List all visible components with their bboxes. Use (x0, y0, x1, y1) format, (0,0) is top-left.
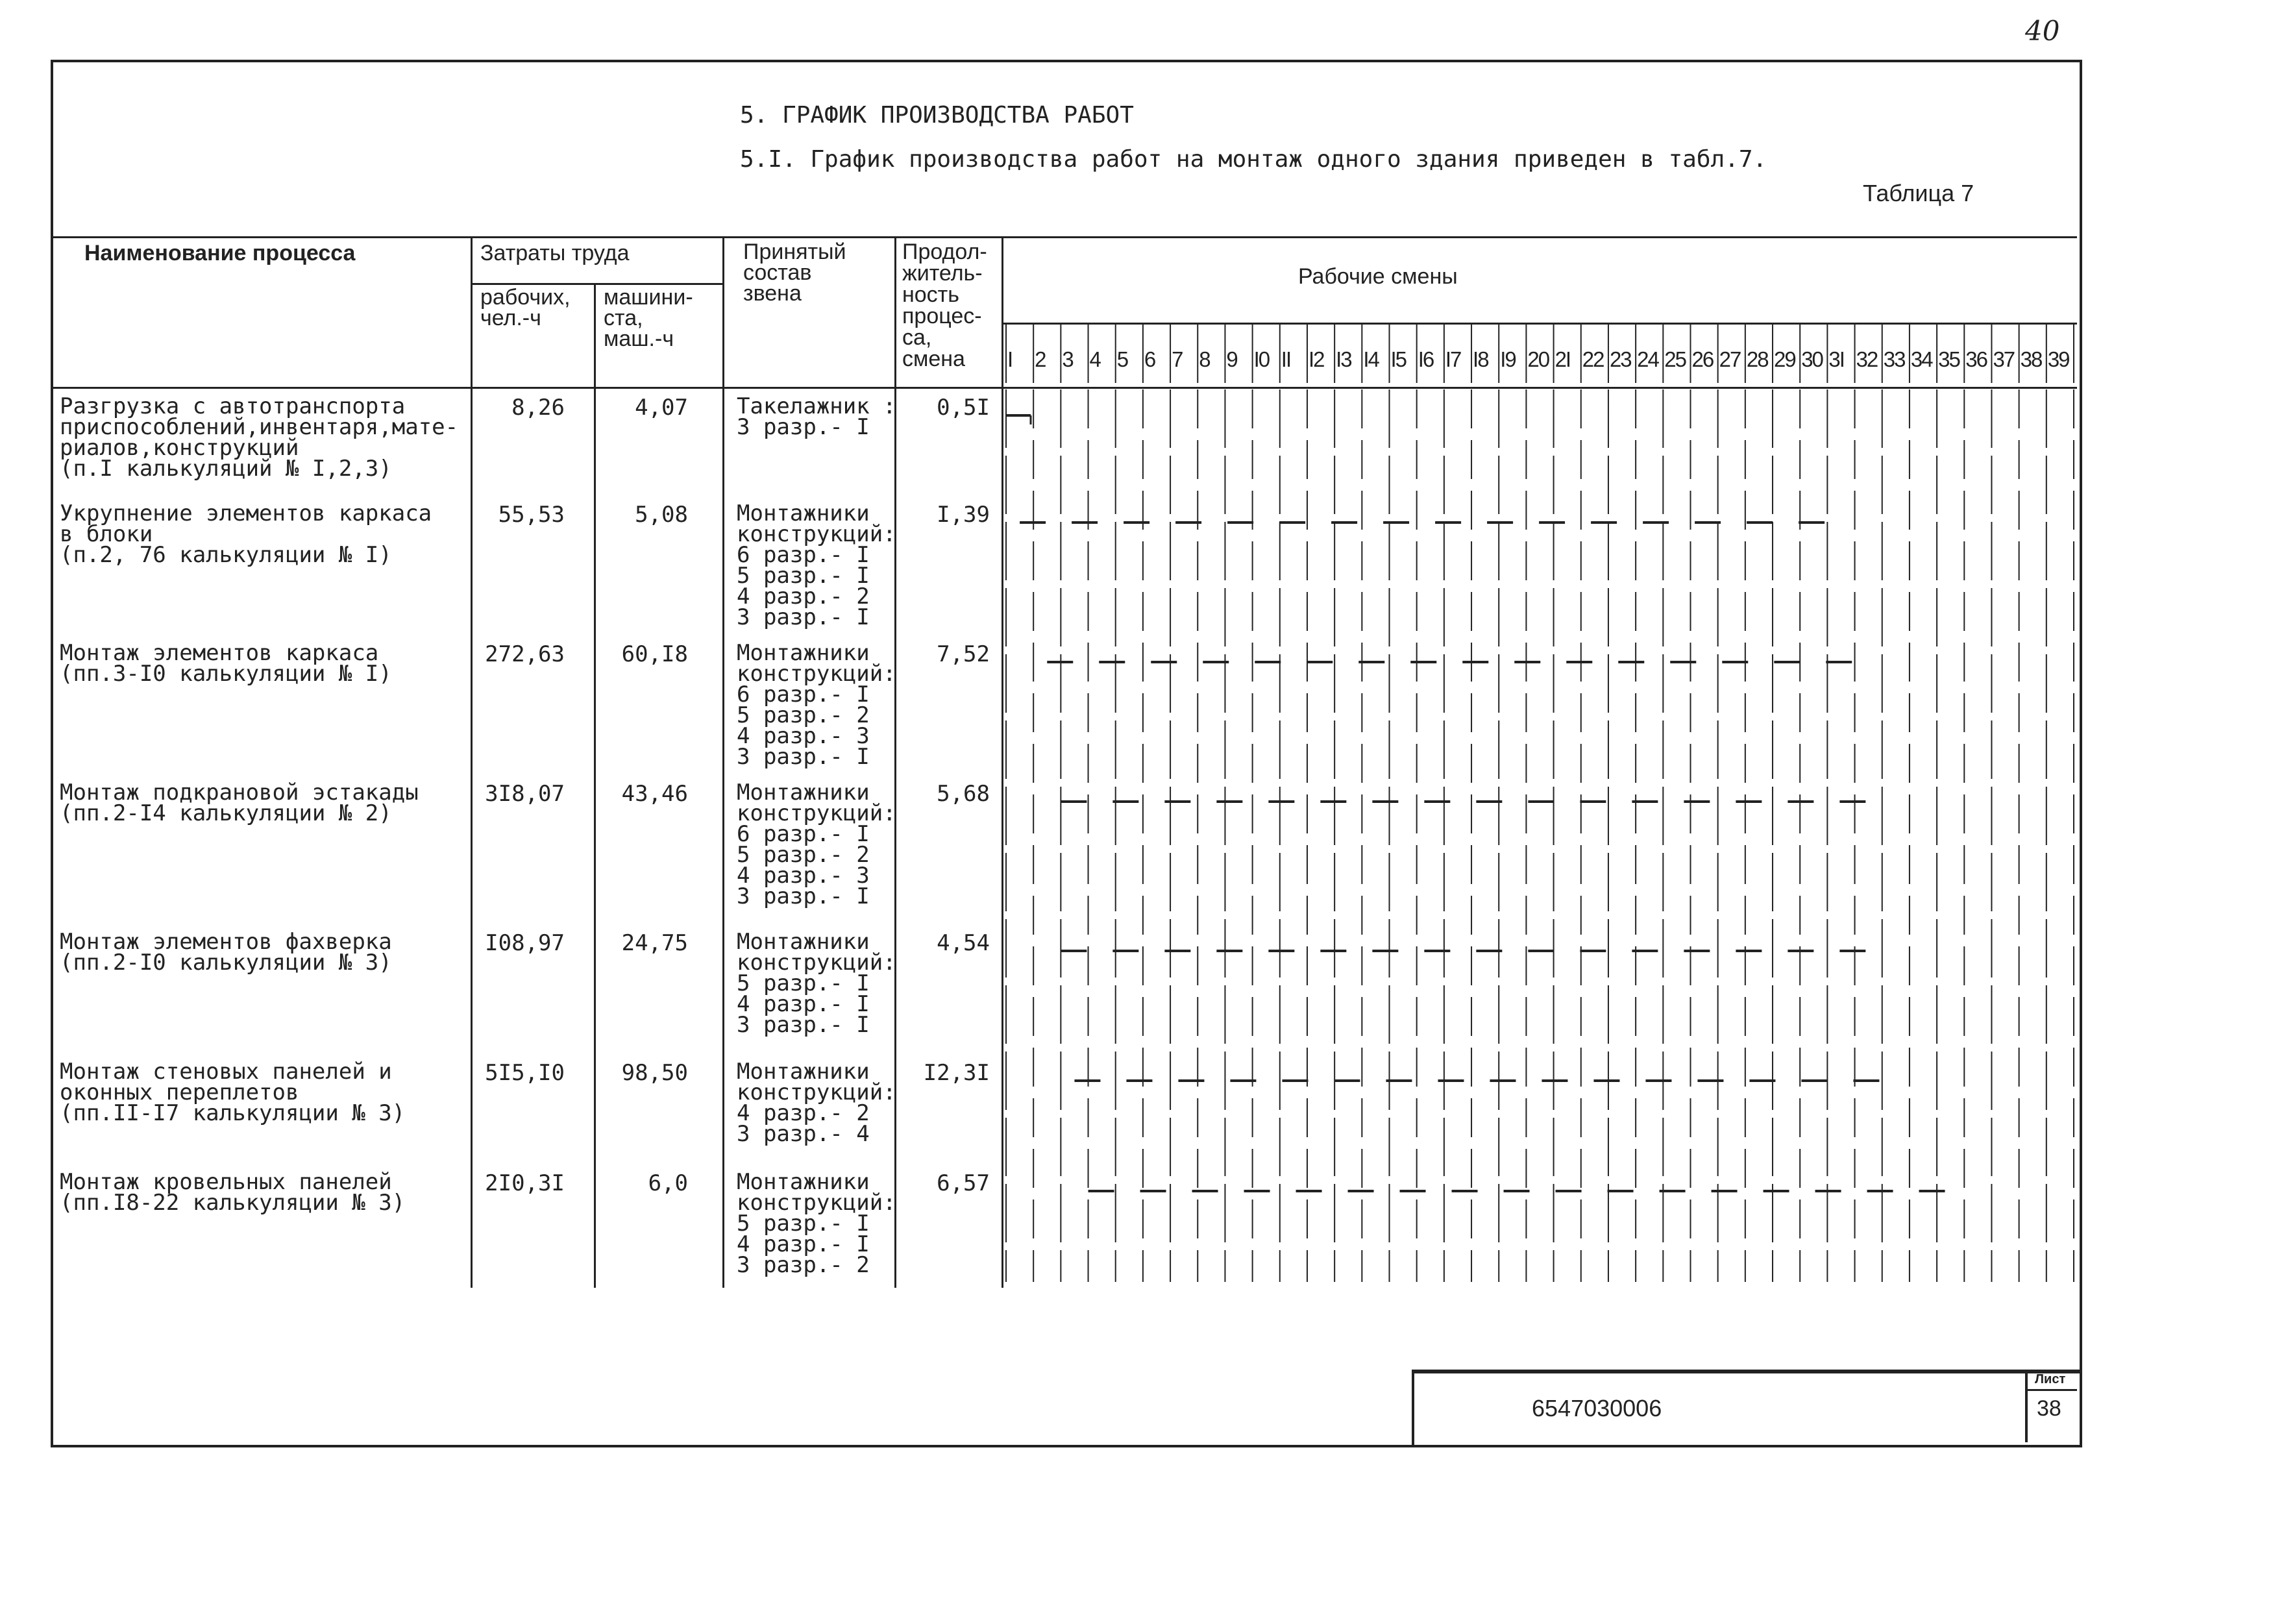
machines-value: 5,08 (635, 502, 688, 528)
workers-value: 2I0,3I (485, 1170, 565, 1196)
shift-number: 5 (1116, 347, 1128, 371)
shift-number: 27 (1719, 347, 1741, 371)
stamp-sheet-line (2028, 1389, 2077, 1391)
workers-value: 5I5,I0 (485, 1060, 565, 1086)
shift-number: 8 (1199, 347, 1210, 371)
process-name: Разгрузка с автотранспорта приспособлений,инвентаря,мате- риалов,конструкций (п.I калькуляций № I,2,3) (60, 393, 459, 482)
page-number: 40 (2025, 15, 2060, 47)
shift-number: I4 (1363, 347, 1379, 371)
shift-number: I5 (1390, 347, 1407, 371)
shift-number: I6 (1418, 347, 1434, 371)
header-workers: рабочих, чел.-ч (480, 285, 571, 330)
crew-composition: Монтажники конструкций: 6 разр.- I 5 разр.- 2 4 разр.- 3 3 разр.- I (737, 640, 896, 770)
section-text: 5.I. График производства работ на монтаж одного здания приведен в табл.7. (740, 146, 1767, 173)
shift-number: 22 (1582, 347, 1604, 371)
shift-number: II (1281, 347, 1291, 371)
workers-value: 3I8,07 (485, 781, 565, 807)
machines-value: 43,46 (621, 781, 688, 807)
shift-number: 30 (1801, 347, 1823, 371)
shift-number: 2 (1035, 347, 1046, 371)
workers-value: 272,63 (485, 641, 565, 667)
stamp-sheet-label: Лист (2035, 1372, 2066, 1386)
header-machines: машини- ста, маш.-ч (604, 285, 693, 351)
stamp-box (1412, 1370, 2080, 1446)
shift-number: 29 (1774, 347, 1795, 371)
duration-value: 6,57 (937, 1170, 990, 1196)
shift-number: I7 (1445, 347, 1461, 371)
process-name: Монтаж подкрановой эстакады (пп.2-I4 калькуляции № 2) (60, 780, 419, 826)
process-name: Монтаж элементов фахверка (пп.2-I0 калькуляции № 3) (60, 929, 392, 976)
workers-value: 55,53 (498, 502, 565, 528)
crew-composition: Монтажники конструкций: 5 разр.- I 4 разр.- I 3 разр.- I (737, 929, 896, 1038)
header-shifts: Рабочие смены (1298, 264, 1458, 289)
shift-number: 33 (1883, 347, 1905, 371)
machines-value: 60,I8 (621, 641, 688, 667)
stamp-sheet-number: 38 (2037, 1396, 2061, 1421)
shift-number: 35 (1938, 347, 1960, 371)
shift-number: 28 (1746, 347, 1768, 371)
shift-number: 36 (1965, 347, 1987, 371)
header-crew: Принятый состав звена (743, 240, 846, 306)
shift-number: I0 (1253, 347, 1270, 371)
header-duration: Продол- житель- ность процес- са, смена (902, 240, 987, 371)
process-name: Монтаж стеновых панелей и оконных переплетов (пп.II-I7 калькуляции № 3) (60, 1059, 406, 1126)
shift-number: I3 (1336, 347, 1351, 371)
shift-number: 24 (1637, 347, 1658, 371)
header-labor: Затраты труда (480, 241, 630, 265)
machines-value: 24,75 (621, 930, 688, 956)
duration-value: I,39 (937, 502, 990, 528)
workers-value: I08,97 (485, 930, 565, 956)
shift-number: 34 (1910, 347, 1932, 371)
duration-value: 5,68 (937, 781, 990, 807)
duration-value: 4,54 (937, 930, 990, 956)
crew-composition: Монтажники конструкций: 6 разр.- I 5 разр.- I 4 разр.- 2 3 разр.- I (737, 500, 896, 630)
header-process: Наименование процесса (84, 241, 356, 265)
shift-number: I2 (1308, 347, 1324, 371)
shift-number: 23 (1609, 347, 1631, 371)
machines-value: 98,50 (621, 1060, 688, 1086)
shift-number: I8 (1473, 347, 1488, 371)
duration-value: 0,5I (937, 395, 990, 421)
crew-composition: Монтажники конструкций: 4 разр.- 2 3 разр.- 4 (737, 1059, 896, 1147)
shift-number: 6 (1144, 347, 1155, 371)
shift-number: 26 (1691, 347, 1714, 371)
stamp-code: 6547030006 (1532, 1395, 1662, 1421)
shift-number: 7 (1172, 347, 1183, 371)
crew-composition: Монтажники конструкций: 5 разр.- I 4 разр.- I 3 разр.- 2 (737, 1169, 896, 1278)
workers-value: 8,26 (511, 395, 565, 421)
machines-value: 4,07 (635, 395, 688, 421)
process-name: Монтаж кровельных панелей (пп.I8-22 калькуляции № 3) (60, 1169, 406, 1216)
shift-number: I9 (1500, 347, 1516, 371)
duration-value: 7,52 (937, 641, 990, 667)
section-title: 5. ГРАФИК ПРОИЗВОДСТВА РАБОТ (740, 102, 1134, 129)
shift-number: 3I (1828, 347, 1844, 371)
duration-value: I2,3I (923, 1060, 990, 1086)
shift-number: 4 (1089, 347, 1100, 371)
crew-composition: Такелажник : 3 разр.- I (737, 393, 896, 440)
machines-value: 6,0 (648, 1170, 688, 1196)
table-label: Таблица 7 (1863, 180, 1974, 206)
shift-number: I (1007, 347, 1013, 371)
process-name: Монтаж элементов каркаса (пп.3-I0 калькуляции № I) (60, 640, 392, 687)
shift-number: 39 (2047, 347, 2069, 371)
shift-number: 20 (1527, 347, 1549, 371)
process-name: Укрупнение элементов каркаса в блоки (п.2, 76 калькуляции № I) (60, 500, 432, 568)
stamp-divider (2025, 1373, 2028, 1442)
shift-number: 25 (1664, 347, 1686, 371)
crew-composition: Монтажники конструкций: 6 разр.- I 5 разр.- 2 4 разр.- 3 3 разр.- I (737, 780, 896, 909)
shift-number: 32 (1856, 347, 1878, 371)
shift-number: 2I (1555, 347, 1571, 371)
shift-number: 38 (2020, 347, 2042, 371)
shift-number: 3 (1062, 347, 1073, 371)
shift-number: 37 (1993, 347, 2015, 371)
shift-number: 9 (1226, 347, 1237, 371)
